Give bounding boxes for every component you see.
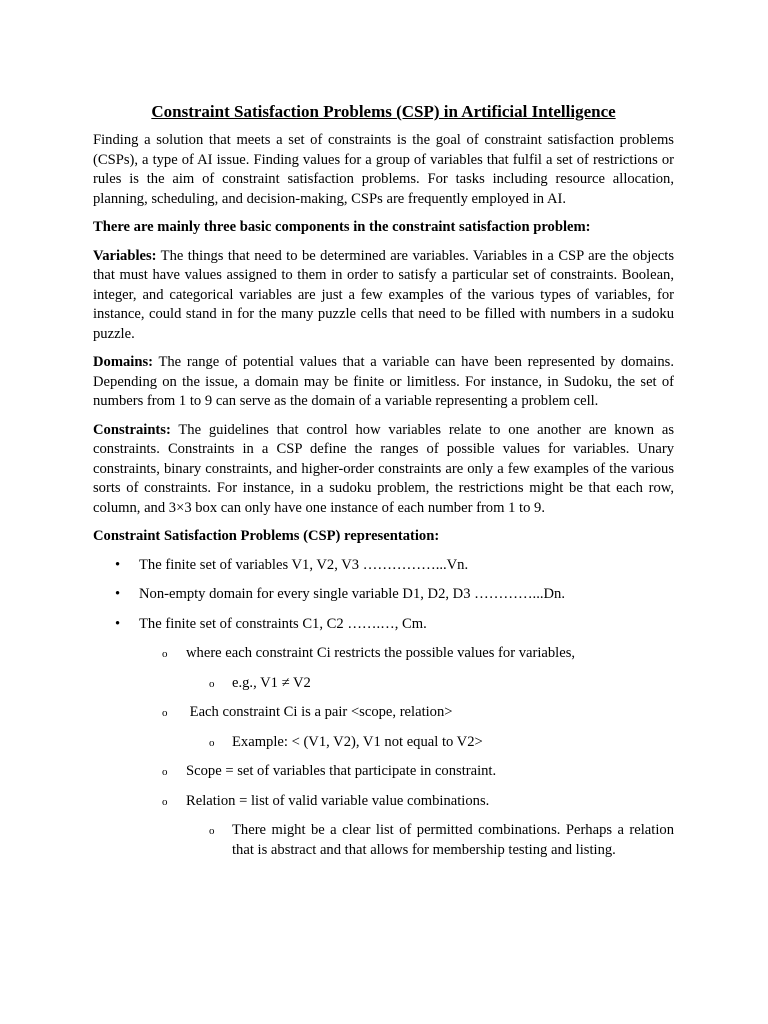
bullet-text: The finite set of variables V1, V2, V3 ……………...Vn.	[139, 556, 469, 573]
bullet-text: The finite set of constraints C1, C2 …….…, Cm.	[139, 615, 427, 632]
page-title: Constraint Satisfaction Problems (CSP) in Artificial Intelligence	[151, 102, 616, 121]
variables-label: Variables:	[93, 247, 157, 264]
bullet-icon: •	[115, 556, 121, 573]
circle-bullet-icon: o	[209, 677, 215, 690]
list-item	[93, 585, 674, 605]
sub-sub-list-item	[93, 733, 674, 753]
variables-paragraph	[93, 247, 674, 345]
circle-bullet-icon: o	[162, 795, 168, 808]
csp-bullet-list	[93, 556, 674, 635]
circle-bullet-icon: o	[162, 766, 168, 778]
sub-item-text: Example: < (V1, V2), V1 not equal to V2>	[232, 733, 483, 750]
sub-list-item	[93, 644, 674, 664]
domains-label: Domains:	[93, 354, 153, 370]
list-item	[93, 615, 674, 635]
sub-list-item	[93, 703, 674, 723]
sub-list-item	[93, 792, 674, 812]
circle-bullet-icon: o	[209, 736, 215, 749]
bullet-text: Non-empty domain for every single variable D1, D2, D3 …………...Dn.	[139, 586, 565, 602]
intro-paragraph: Finding a solution that meets a set of constraints is the goal of constraint satisfaction problems (CSPs), a type of AI issue. Finding values for a group of variables that fulfil a set of restrictions or rules is the aim of constraint satisfaction problems. For tasks including resource allocation, planning, scheduling, and decision-making, CSPs are frequently employed in AI.	[93, 132, 674, 207]
circle-bullet-icon: o	[162, 648, 168, 660]
sub-sub-list-item	[93, 674, 674, 694]
constraints-label: Constraints:	[93, 421, 171, 438]
sub-item-text: Each constraint Ci is a pair <scope, relation>	[186, 704, 453, 720]
variables-text: The things that need to be determined are variables. Variables in a CSP are the objects that must have values assigned to them in order to satisfy a particular set of constraints. Boolean, integer, and categorical variables are just a few examples of the various types of variables, for instance, could stand in for the many puzzle cells that need to be filled with numbers in a sudoku puzzle.	[93, 247, 674, 342]
sub-item-text: Relation = list of valid variable value combinations.	[186, 792, 490, 809]
circle-bullet-icon: o	[162, 707, 168, 719]
sub-item-text: There might be a clear list of permitted combinations. Perhaps a relation that is abstract and that allows for membership testing and listing.	[232, 822, 674, 858]
sub-item-text: where each constraint Ci restricts the possible values for variables,	[186, 645, 576, 661]
sub-item-text: e.g., V1 ≠ V2	[232, 674, 311, 691]
domains-paragraph	[93, 353, 674, 412]
list-item	[93, 556, 674, 576]
circle-bullet-icon: o	[209, 825, 215, 837]
bullet-icon: •	[115, 615, 121, 632]
components-heading: There are mainly three basic components in the constraint satisfaction problem:	[93, 219, 591, 235]
constraints-paragraph	[93, 421, 674, 519]
sub-sub-list-item	[93, 821, 674, 860]
representation-heading: Constraint Satisfaction Problems (CSP) representation:	[93, 528, 440, 544]
bullet-icon: •	[115, 586, 121, 602]
sub-list-item	[93, 762, 674, 782]
constraints-text: The guidelines that control how variables relate to one another are known as constraints. Constraints in a CSP define the ranges of possible values for variables. Unary constraints, binary constraints, and higher-order constraints are only a few examples of the various sorts of constraints. For instance, in a sudoku problem, the restrictions might be that each row, column, and 3×3 box can only have one instance of each number from 1 to 9.	[93, 421, 674, 516]
domains-text: The range of potential values that a variable can have been represented by domains. Depending on the issue, a domain may be finite or limitless. For instance, in Sudoku, the set of numbers from 1 to 9 can serve as the domain of a variable representing a problem cell.	[93, 354, 674, 409]
sub-item-text: Scope = set of variables that participate in constraint.	[186, 763, 497, 779]
